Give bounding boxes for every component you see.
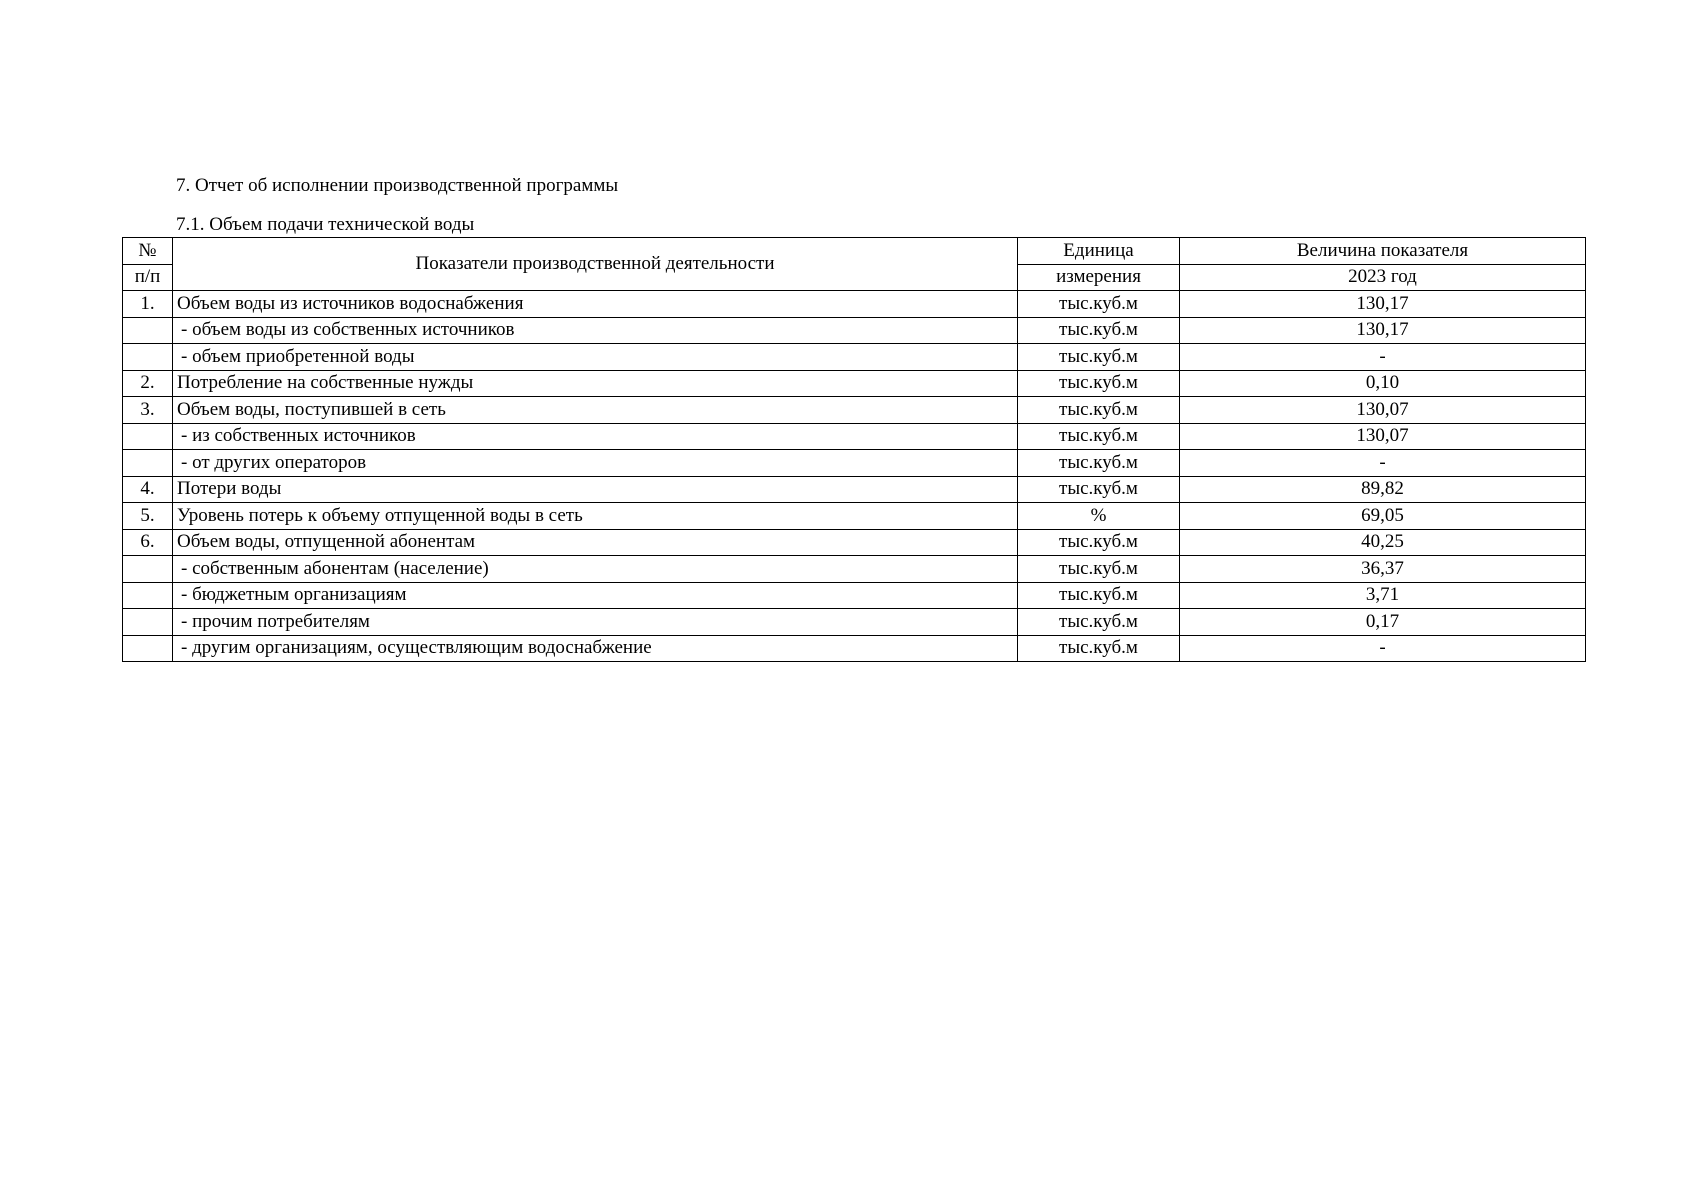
row-number-cell	[123, 450, 173, 477]
row-indicator-cell: Потери воды	[173, 476, 1018, 503]
row-indicator-cell: Объем воды из источников водоснабжения	[173, 291, 1018, 318]
table-row	[123, 344, 1586, 371]
header-value-group: Величина показателя	[1180, 238, 1586, 265]
row-indicator-cell: Потребление на собственные нужды	[173, 370, 1018, 397]
table-row	[123, 450, 1586, 477]
header-unit-line1: Единица	[1018, 238, 1180, 265]
row-indicator-cell: Уровень потерь к объему отпущенной воды в сеть	[173, 503, 1018, 530]
table-row	[123, 582, 1586, 609]
row-number-cell	[123, 635, 173, 662]
table-row	[123, 423, 1586, 450]
row-indicator-cell: - объем воды из собственных источников	[173, 317, 1018, 344]
row-number-cell: 2.	[123, 370, 173, 397]
row-value-cell: -	[1180, 344, 1586, 371]
row-number-cell	[123, 317, 173, 344]
table-row	[123, 556, 1586, 583]
row-number-cell: 4.	[123, 476, 173, 503]
table-body	[123, 291, 1586, 662]
row-unit-cell: тыс.куб.м	[1018, 370, 1180, 397]
row-unit-cell: тыс.куб.м	[1018, 450, 1180, 477]
row-unit-cell: тыс.куб.м	[1018, 423, 1180, 450]
row-unit-cell: тыс.куб.м	[1018, 609, 1180, 636]
table-row	[123, 529, 1586, 556]
table-row	[123, 635, 1586, 662]
row-indicator-cell: - из собственных источников	[173, 423, 1018, 450]
row-indicator-cell: - бюджетным организациям	[173, 582, 1018, 609]
row-unit-cell: тыс.куб.м	[1018, 317, 1180, 344]
header-num-line2: п/п	[123, 264, 173, 291]
row-indicator-cell: - собственным абонентам (население)	[173, 556, 1018, 583]
table-row	[123, 397, 1586, 424]
row-value-cell: 130,17	[1180, 317, 1586, 344]
row-number-cell	[123, 609, 173, 636]
row-unit-cell: тыс.куб.м	[1018, 556, 1180, 583]
row-value-cell: 3,71	[1180, 582, 1586, 609]
row-number-cell: 6.	[123, 529, 173, 556]
table-row	[123, 370, 1586, 397]
table-row	[123, 609, 1586, 636]
row-value-cell: 89,82	[1180, 476, 1586, 503]
row-indicator-cell: Объем воды, поступившей в сеть	[173, 397, 1018, 424]
row-unit-cell: тыс.куб.м	[1018, 397, 1180, 424]
table-row	[123, 503, 1586, 530]
row-value-cell: 69,05	[1180, 503, 1586, 530]
row-value-cell: 130,07	[1180, 397, 1586, 424]
row-unit-cell: тыс.куб.м	[1018, 476, 1180, 503]
table-row	[123, 317, 1586, 344]
row-unit-cell: тыс.куб.м	[1018, 582, 1180, 609]
table-row	[123, 291, 1586, 318]
row-indicator-cell: Объем воды, отпущенной абонентам	[173, 529, 1018, 556]
row-indicator-cell: - прочим потребителям	[173, 609, 1018, 636]
row-number-cell: 3.	[123, 397, 173, 424]
row-value-cell: 36,37	[1180, 556, 1586, 583]
row-unit-cell: тыс.куб.м	[1018, 291, 1180, 318]
row-unit-cell: тыс.куб.м	[1018, 635, 1180, 662]
subsection-title: 7.1. Объем подачи технической воды	[176, 214, 475, 235]
row-value-cell: 130,07	[1180, 423, 1586, 450]
row-number-cell	[123, 344, 173, 371]
header-unit-line2: измерения	[1018, 264, 1180, 291]
row-number-cell	[123, 582, 173, 609]
row-unit-cell: тыс.куб.м	[1018, 529, 1180, 556]
header-year: 2023 год	[1180, 264, 1586, 291]
header-num-line1: №	[123, 238, 173, 265]
row-indicator-cell: - объем приобретенной воды	[173, 344, 1018, 371]
row-value-cell: 40,25	[1180, 529, 1586, 556]
row-number-cell	[123, 556, 173, 583]
row-number-cell	[123, 423, 173, 450]
row-indicator-cell: - от других операторов	[173, 450, 1018, 477]
table-row	[123, 476, 1586, 503]
row-number-cell: 1.	[123, 291, 173, 318]
production-report-table	[122, 237, 1586, 662]
row-value-cell: -	[1180, 450, 1586, 477]
row-value-cell: 0,10	[1180, 370, 1586, 397]
row-unit-cell: тыс.куб.м	[1018, 344, 1180, 371]
section-title: 7. Отчет об исполнении производственной программы	[176, 175, 619, 196]
row-number-cell: 5.	[123, 503, 173, 530]
row-value-cell: 130,17	[1180, 291, 1586, 318]
header-indicator: Показатели производственной деятельности	[173, 238, 1018, 291]
row-unit-cell: %	[1018, 503, 1180, 530]
row-value-cell: 0,17	[1180, 609, 1586, 636]
table-header-row	[123, 238, 1586, 265]
row-indicator-cell: - другим организациям, осуществляющим водоснабжение	[173, 635, 1018, 662]
row-value-cell: -	[1180, 635, 1586, 662]
